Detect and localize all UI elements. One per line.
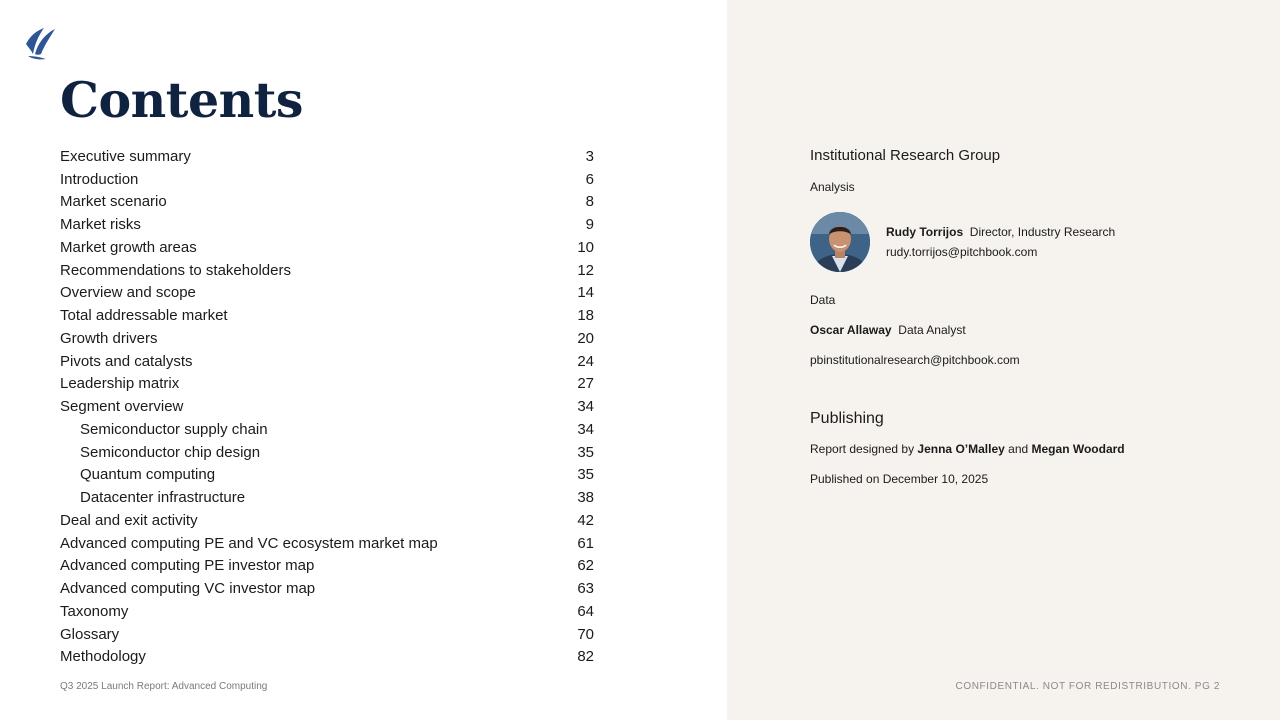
toc-page-number: 20 (577, 329, 594, 347)
toc-page-number: 82 (577, 648, 594, 666)
toc-row[interactable] (60, 646, 594, 669)
data-label: Data (810, 293, 836, 307)
toc-page-number: 27 (577, 375, 594, 393)
group-name: Institutional Research Group (810, 147, 1001, 164)
toc-row[interactable] (60, 577, 594, 600)
footer-report-name: Q3 2025 Launch Report: Advanced Computing (60, 681, 268, 692)
toc-page-number: 18 (577, 307, 594, 325)
data-analyst-name: Oscar Allaway (810, 323, 892, 337)
footer-confidential-page: CONFIDENTIAL. NOT FOR REDISTRIBUTION. PG 2 (955, 681, 1220, 692)
toc-row[interactable] (60, 464, 594, 487)
toc-row[interactable] (60, 145, 594, 168)
publishing-heading: Publishing (810, 410, 884, 427)
analyst-title: Director, Industry Research (969, 225, 1116, 239)
toc-row[interactable] (60, 395, 594, 418)
toc-row[interactable] (60, 236, 594, 259)
designed-prefix: Report designed by (810, 442, 915, 456)
toc-row[interactable] (60, 327, 594, 350)
analysis-label: Analysis (810, 180, 855, 194)
toc-label: Pivots and catalysts (60, 352, 193, 370)
toc-row[interactable] (60, 191, 594, 214)
toc-row[interactable] (60, 486, 594, 509)
toc-page-number: 35 (577, 466, 594, 484)
toc-page-number: 63 (577, 580, 594, 598)
toc-label: Semiconductor chip design (80, 443, 261, 461)
toc-page-number: 62 (577, 557, 594, 575)
toc-page-number: 24 (577, 352, 594, 370)
toc-label: Growth drivers (60, 329, 158, 347)
toc-label: Datacenter infrastructure (80, 489, 246, 507)
page-title: Contents (60, 71, 303, 129)
toc-row[interactable] (60, 373, 594, 396)
analyst-name: Rudy Torrijos (886, 225, 964, 239)
toc-page-number: 70 (577, 625, 594, 643)
toc-page-number: 38 (577, 489, 594, 507)
toc-page-number: 42 (577, 511, 594, 529)
toc-label: Advanced computing PE and VC ecosystem market map (60, 534, 438, 552)
toc-label: Taxonomy (60, 602, 129, 620)
toc-row[interactable] (60, 532, 594, 555)
toc-page-number: 3 (585, 147, 594, 165)
toc-page-number: 14 (577, 284, 594, 302)
toc-row[interactable] (60, 168, 594, 191)
toc-row[interactable] (60, 600, 594, 623)
designed-by-line (810, 442, 1125, 456)
designer-two: Megan Woodard (1031, 442, 1125, 456)
toc-row[interactable] (60, 555, 594, 578)
toc-label: Methodology (60, 648, 146, 666)
toc-row[interactable] (60, 213, 594, 236)
table-of-contents (60, 145, 594, 668)
toc-page-number: 35 (577, 443, 594, 461)
toc-label: Recommendations to stakeholders (60, 261, 291, 279)
toc-label: Deal and exit activity (60, 511, 198, 529)
analyst-name-title (886, 225, 1115, 239)
toc-page-number: 61 (577, 534, 594, 552)
toc-label: Market scenario (60, 193, 167, 211)
toc-row[interactable] (60, 623, 594, 646)
toc-page-number: 6 (585, 170, 594, 188)
toc-page-number: 9 (585, 216, 594, 234)
toc-label: Semiconductor supply chain (80, 420, 268, 438)
toc-label: Introduction (60, 170, 139, 188)
toc-label: Market risks (60, 216, 141, 234)
data-analyst-line (810, 323, 966, 337)
toc-row[interactable] (60, 304, 594, 327)
toc-label: Total addressable market (60, 307, 228, 325)
toc-row[interactable] (60, 259, 594, 282)
toc-row[interactable] (60, 350, 594, 373)
toc-label: Glossary (60, 625, 120, 643)
toc-label: Executive summary (60, 147, 191, 165)
toc-label: Overview and scope (60, 284, 196, 302)
toc-label: Advanced computing VC investor map (60, 580, 316, 598)
published-date: Published on December 10, 2025 (810, 472, 989, 486)
toc-row[interactable] (60, 418, 594, 441)
toc-page-number: 10 (577, 238, 594, 256)
toc-page-number: 12 (577, 261, 594, 279)
toc-row[interactable] (60, 509, 594, 532)
toc-page-number: 34 (577, 398, 594, 416)
toc-page-number: 8 (585, 193, 594, 211)
designed-and: and (1008, 442, 1029, 456)
toc-row[interactable] (60, 282, 594, 305)
toc-label: Leadership matrix (60, 375, 180, 393)
data-analyst-title: Data Analyst (898, 323, 966, 337)
toc-label: Segment overview (60, 398, 184, 416)
designer-one: Jenna O’Malley (917, 442, 1005, 456)
toc-label: Advanced computing PE investor map (60, 557, 315, 575)
data-email[interactable]: pbinstitutionalresearch@pitchbook.com (810, 353, 1020, 367)
toc-label: Quantum computing (80, 466, 216, 484)
analyst-email[interactable]: rudy.torrijos@pitchbook.com (886, 245, 1038, 259)
toc-page-number: 64 (577, 602, 594, 620)
toc-page-number: 34 (577, 420, 594, 438)
pitchbook-sail-logo-icon (24, 26, 58, 60)
toc-row[interactable] (60, 441, 594, 464)
toc-label: Market growth areas (60, 238, 197, 256)
analyst-avatar (810, 212, 870, 272)
